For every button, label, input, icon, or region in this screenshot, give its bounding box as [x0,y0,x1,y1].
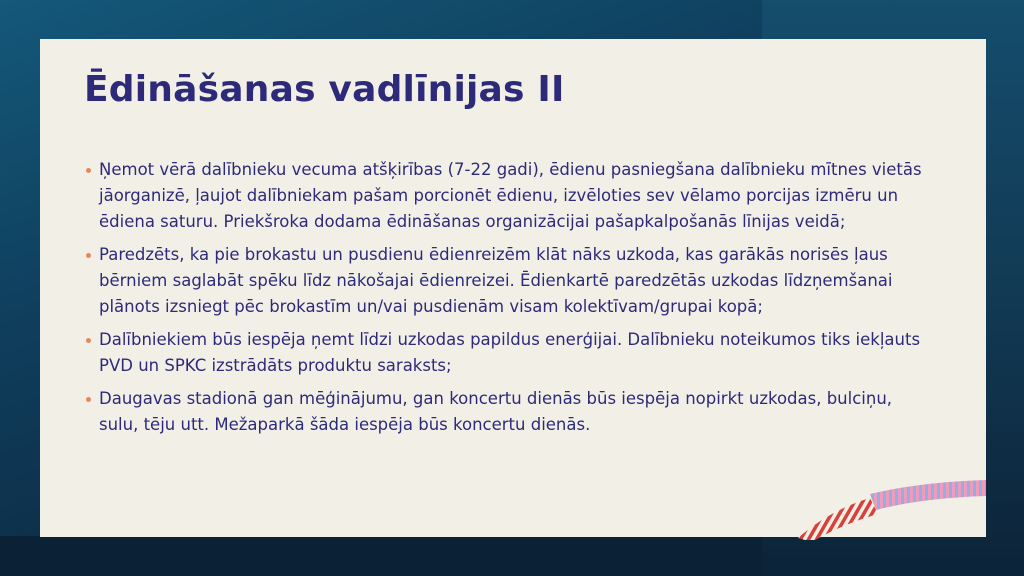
bullet-text: Ņemot vērā dalībnieku vecuma atšķirības (7-22 gadi), ēdienu pasniegšana dalībnieku mītnes vietās jāorganizē, ļaujot dalībniekam pašam porcionēt ēdienu, izvēloties sev vēlamo porcijas izmēru un ēdiena saturu. Priekšroka dodama ēdināšanas organizācijai pašapkalpošanās līnijas veidā; [99,160,922,231]
bullet-dot-icon [86,253,91,258]
bullet-list [84,157,926,445]
bullet-dot-icon [86,397,91,402]
bullet-item [84,386,926,438]
bullet-dot-icon [86,168,91,173]
background-bottom-band [0,536,762,576]
pink-ribbon-stripe [870,480,986,510]
bullet-item [84,157,926,235]
red-ribbon-stripe [798,498,878,540]
bullet-text: Daugavas stadionā gan mēģinājumu, gan koncertu dienās būs iespēja nopirkt uzkodas, bulciņu, sulu, tēju utt. Mežaparkā šāda iespēja būs koncertu dienās. [99,389,893,434]
bullet-text: Paredzēts, ka pie brokastu un pusdienu ēdienreizēm klāt nāks uzkoda, kas garākās norisēs ļaus bērniem saglabāt spēku līdz nākošajai ēdienreizei. Ēdienkartē paredzētās uzkodas līdzņemšanai plānots izsniegt pēc brokastīm un/vai pusdienām visam kolektīvam/grupai kopā; [99,245,893,316]
bullet-item [84,327,926,379]
slide-title: Ēdināšanas vadlīnijas II [84,69,565,110]
striped-ribbon-decoration-icon [790,470,990,540]
bullet-item [84,242,926,320]
bullet-dot-icon [86,338,91,343]
content-card [40,39,986,537]
bullet-text: Dalībniekiem būs iespēja ņemt līdzi uzkodas papildus enerģijai. Dalībnieku noteikumos tiks iekļauts PVD un SPKC izstrādāts produktu saraksts; [99,330,921,375]
